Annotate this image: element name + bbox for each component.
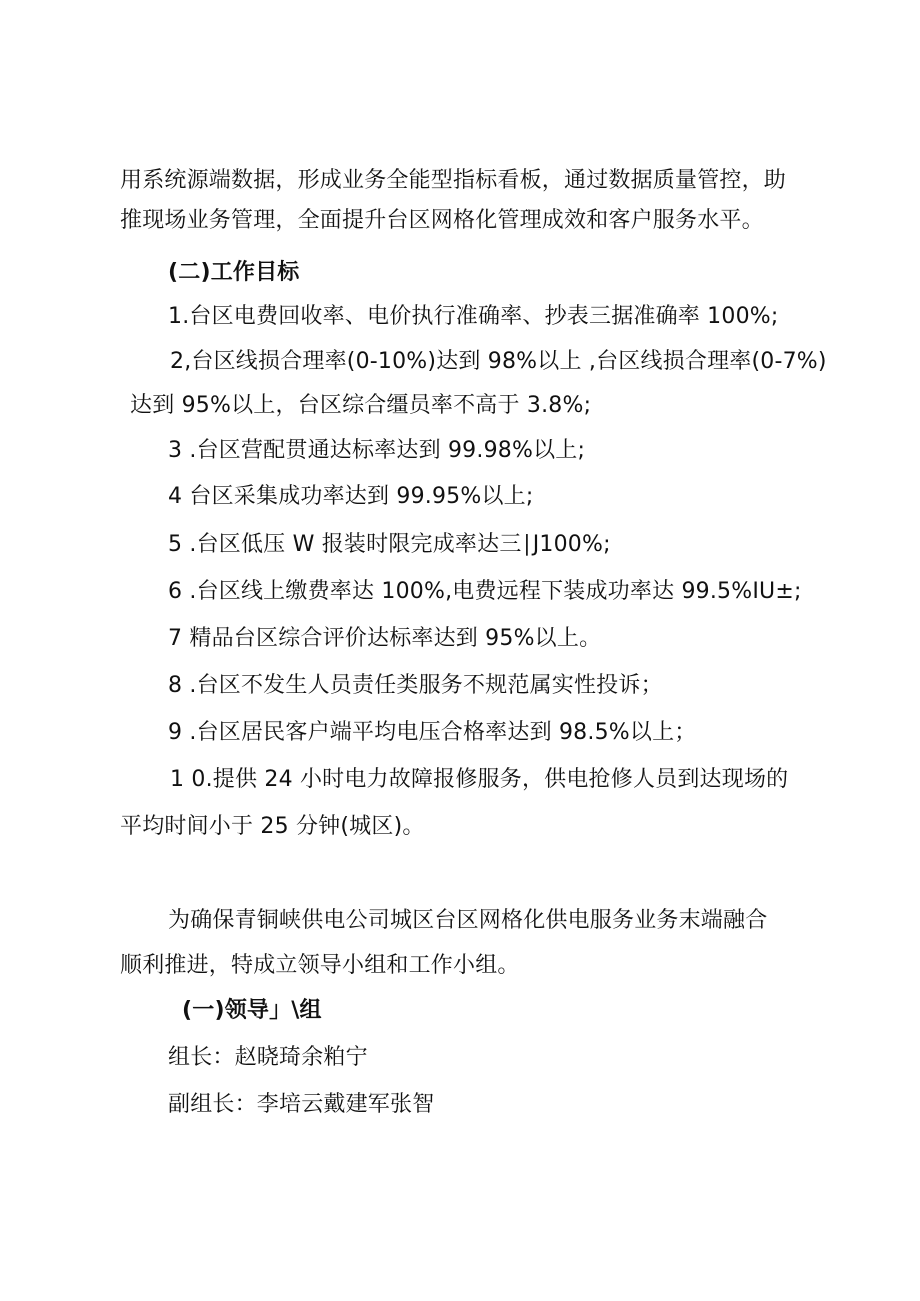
goal-item-7: 7 精品台区综合评价达标率达到 95%以上。 — [168, 626, 602, 651]
leader-line: 组长：赵晓琦余粕宁 — [168, 1045, 368, 1070]
deputy-leader-line: 副组长：李培云戴建军张智 — [168, 1092, 435, 1117]
goal-item-2-cont: 达到 95%以上，台区综合缰员率不高于 3.8%; — [130, 393, 592, 418]
intro-line-1: 用系统源端数据，形成业务全能型指标看板，通过数据质量管控，助 — [120, 168, 787, 193]
intro-line-2: 推现场业务管理，全面提升台区网格化管理成效和客户服务水平。 — [120, 208, 764, 233]
goal-item-4: 4 台区采集成功率达到 99.95%以上; — [168, 484, 534, 509]
goal-item-2: 2,台区线损合理率(0-10%)达到 98%以上 ,台区线损合理率(0-7%) — [170, 349, 827, 374]
section-heading-leadership: (一)领导」\组 — [182, 998, 322, 1023]
goal-item-6: 6 .台区线上缴费率达 100%,电费远程下装成功率达 99.5%IU±; — [168, 579, 802, 604]
goal-item-1: 1.台区电费回收率、电价执行准确率、抄表三据准确率 100%; — [168, 304, 779, 329]
goal-item-5: 5 .台区低压 W 报装时限完成率达三∣J100%; — [168, 532, 611, 557]
org-paragraph-line-1: 为确保青铜峡供电公司城区台区网格化供电服务业务末端融合 — [168, 908, 768, 933]
section-heading-goals: (二)工作目标 — [168, 260, 300, 285]
goal-item-10: 1 0.提供 24 小时电力故障报修服务，供电抢修人员到达现场的 — [170, 767, 789, 792]
goal-item-9: 9 .台区居民客户端平均电压合格率达到 98.5%以上； — [168, 720, 697, 745]
goal-item-8: 8 .台区不发生人员责任类服务不规范属实性投诉； — [168, 673, 663, 698]
goal-item-10-cont: 平均时间小于 25 分钟(城区)。 — [120, 814, 425, 839]
goal-item-3: 3 .台区营配贯通达标率达到 99.98%以上; — [168, 438, 586, 463]
org-paragraph-line-2: 顺利推进，特成立领导小组和工作小组。 — [120, 953, 520, 978]
